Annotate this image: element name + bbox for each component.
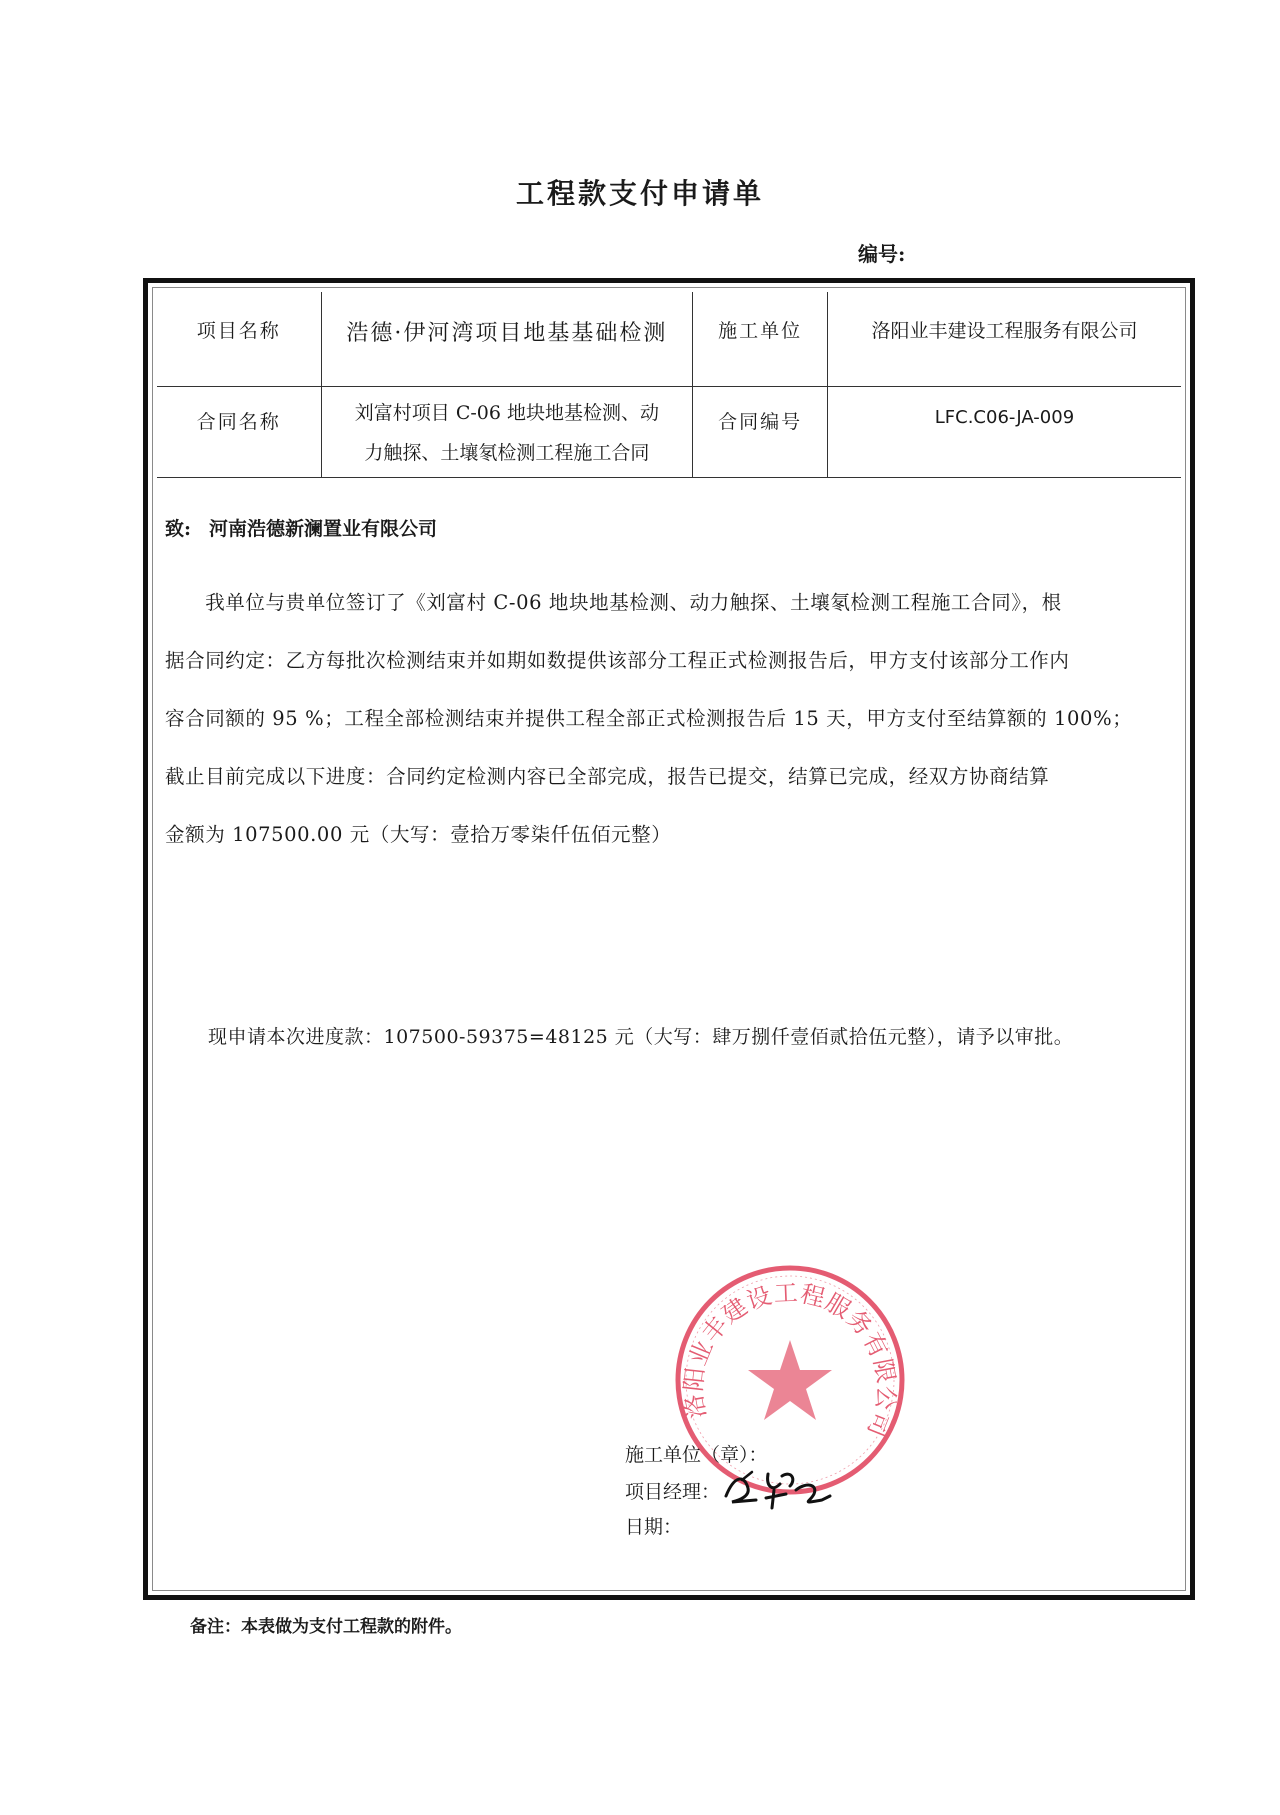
label-contractor: 施工单位: [693, 292, 828, 387]
paragraph-line-4: 截止目前完成以下进度：合同约定检测内容已全部完成，报告已提交，结算已完成，经双方协商结算: [165, 765, 1050, 788]
footnote: 备注：本表做为支付工程款的附件。: [190, 1617, 462, 1637]
signature-unit-label: 施工单位（章）：: [625, 1444, 768, 1466]
addressee-label: 致:: [165, 518, 192, 540]
paragraph-line-5: 金额为 107500.00 元（大写：壹拾万零柒仟伍佰元整）: [165, 823, 672, 846]
info-table: [157, 292, 1181, 478]
value-contract-name: [321, 387, 693, 478]
info-row-project: [157, 292, 1181, 387]
payment-request-line: 现申请本次进度款：107500-59375=48125 元（大写：肆万捌仟壹佰贰拾伍元整），请予以审批。: [208, 1026, 1074, 1048]
seal-text: 洛阳业丰建设工程服务有限公司: [679, 1278, 901, 1442]
signature-manager-label: 项目经理：: [625, 1481, 721, 1503]
form-frame: [143, 278, 1195, 1600]
signature-date-label: 日期：: [625, 1516, 683, 1538]
info-row-contract: [157, 387, 1181, 478]
paragraph-line-2: 据合同约定：乙方每批次检测结束并如期如数提供该部分工程正式检测报告后，甲方支付该部分工作内: [165, 649, 1070, 672]
label-project-name: 项目名称: [157, 292, 321, 387]
label-contract-name: 合同名称: [157, 387, 321, 478]
value-contract-number: LFC.C06-JA-009: [827, 387, 1181, 478]
serial-number-label: 编号:: [858, 242, 906, 266]
contract-name-line-2: 力触探、土壤氡检测工程施工合同: [364, 442, 650, 464]
paragraph-line-3: 容合同额的 95 %；工程全部检测结束并提供工程全部正式检测报告后 15 天，甲方支付至结算额的 100%；: [165, 707, 1133, 730]
addressee-name: 河南浩德新澜置业有限公司: [209, 518, 438, 540]
value-contractor: 洛阳业丰建设工程服务有限公司: [827, 292, 1181, 387]
form-frame-inner-border: [152, 287, 1186, 1591]
value-project-name: 浩德·伊河湾项目地基基础检测: [321, 292, 693, 387]
addressee-line: [165, 514, 455, 541]
seal-star-icon: [748, 1340, 832, 1420]
handwritten-signature: [722, 1466, 832, 1512]
label-contract-number: 合同编号: [693, 387, 828, 478]
paragraph-line-1: 我单位与贵单位签订了《刘富村 C-06 地块地基检测、动力触探、土壤氡检测工程施工合同》，根: [165, 591, 1062, 614]
contract-name-line-1: 刘富村项目 C-06 地块地基检测、动: [354, 402, 660, 424]
document-title: 工程款支付申请单: [515, 177, 764, 210]
